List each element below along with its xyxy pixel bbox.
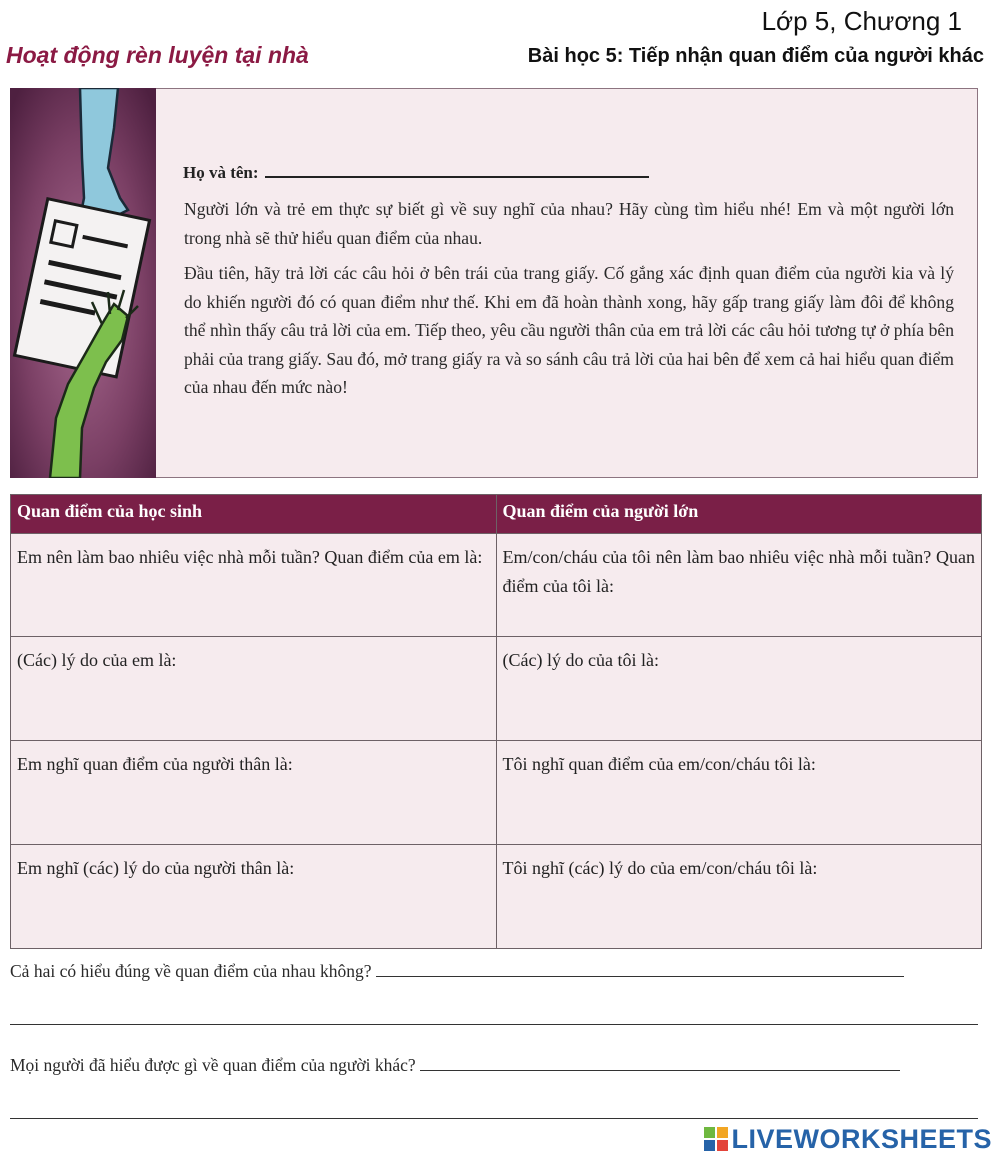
question-1 xyxy=(10,961,904,982)
brand-name: LIVEWORKSHEETS xyxy=(731,1124,992,1154)
student-answer-cell[interactable] xyxy=(11,741,497,845)
perspectives-table xyxy=(10,494,982,949)
cell-prompt: (Các) lý do của tôi là: xyxy=(502,650,659,670)
intro-paragraph-2: Đầu tiên, hãy trả lời các câu hỏi ở bên trái của trang giấy. Cố gắng xác định quan điểm của người kia và lý do khiến người đó có quan điểm như thế. Khi em đã hoàn thành xong, hãy gấp trang giấy làm đôi để không thể nhìn thấy câu trả lời của em. Tiếp theo, yêu cầu người thân của em trả lời các câu hỏi tương tự ở phía bên phải của trang giấy. Sau đó, mở trang giấy ra và so sánh câu trả lời của hai bên để xem cả hai hiểu quan điểm của nhau đến mức nào! xyxy=(184,263,954,398)
cell-prompt: Tôi nghĩ (các) lý do của em/con/cháu tôi là: xyxy=(502,858,818,878)
question-1-answer-line[interactable] xyxy=(376,976,904,977)
question-2-answer-line[interactable] xyxy=(420,1070,900,1071)
adult-answer-cell[interactable] xyxy=(496,534,982,637)
lesson-title: Bài học 5: Tiếp nhận quan điểm của người khác xyxy=(527,45,984,67)
cell-prompt: (Các) lý do của em là: xyxy=(17,650,177,670)
cell-prompt: Tôi nghĩ quan điểm của em/con/cháu tôi là: xyxy=(502,754,816,774)
name-field[interactable] xyxy=(183,160,649,183)
table-row xyxy=(11,534,982,637)
name-label: Họ và tên: xyxy=(183,163,259,182)
answer-line[interactable] xyxy=(10,1118,978,1119)
activity-title: Hoạt động rèn luyện tại nhà xyxy=(6,42,309,68)
question-2 xyxy=(10,1055,900,1076)
question-1-text: Cả hai có hiểu đúng về quan điểm của nhau không? xyxy=(10,961,372,981)
question-2-text: Mọi người đã hiểu được gì về quan điểm của người khác? xyxy=(10,1055,416,1075)
student-column-header: Quan điểm của học sinh xyxy=(11,495,497,534)
name-blank-line[interactable] xyxy=(265,160,649,178)
cell-prompt: Em nghĩ quan điểm của người thân là: xyxy=(17,754,293,774)
student-answer-cell[interactable] xyxy=(11,534,497,637)
table-row xyxy=(11,845,982,949)
table-row xyxy=(11,741,982,845)
cell-prompt: Em nghĩ (các) lý do của người thân là: xyxy=(17,858,295,878)
student-answer-cell[interactable] xyxy=(11,637,497,741)
cell-prompt: Em/con/cháu của tôi nên làm bao nhiêu việc nhà mỗi tuần? Quan điểm của tôi là: xyxy=(502,547,975,596)
adult-column-header: Quan điểm của người lớn xyxy=(496,495,982,534)
liveworksheets-logo xyxy=(704,1124,992,1155)
answer-line[interactable] xyxy=(10,1024,978,1025)
student-answer-cell[interactable] xyxy=(11,845,497,949)
liveworksheets-icon xyxy=(704,1127,728,1151)
grade-chapter: Lớp 5, Chương 1 xyxy=(761,6,962,36)
adult-answer-cell[interactable] xyxy=(496,637,982,741)
adult-answer-cell[interactable] xyxy=(496,845,982,949)
handing-paper-illustration xyxy=(10,88,156,478)
table-row xyxy=(11,637,982,741)
intro-paragraph-1: Người lớn và trẻ em thực sự biết gì về suy nghĩ của nhau? Hãy cùng tìm hiểu nhé! Em và một người lớn trong nhà sẽ thử hiểu quan điểm của nhau. xyxy=(184,199,954,248)
adult-answer-cell[interactable] xyxy=(496,741,982,845)
cell-prompt: Em nên làm bao nhiêu việc nhà mỗi tuần? Quan điểm của em là: xyxy=(17,547,483,567)
